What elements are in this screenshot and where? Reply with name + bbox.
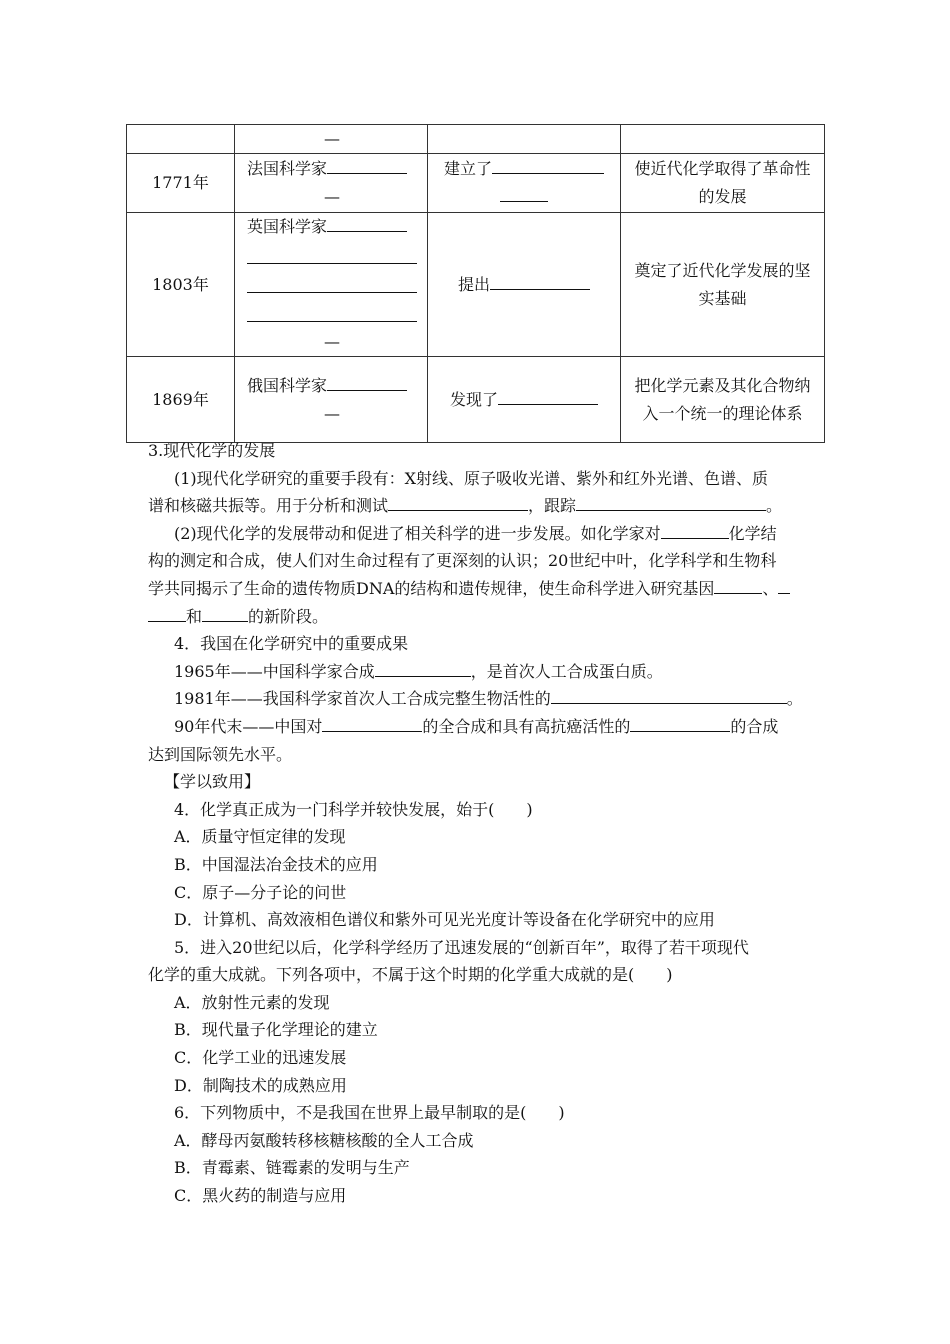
- table-row: [127, 213, 825, 357]
- year-cell: 1869年: [127, 357, 235, 443]
- year-cell: 1803年: [127, 213, 235, 357]
- blank-dash: —: [324, 187, 340, 206]
- blank-dash: —: [324, 403, 340, 423]
- table-row: [127, 154, 825, 213]
- scientist-label: 法国科学家: [247, 159, 328, 178]
- option: C．黑火药的制造与应用: [174, 1186, 347, 1206]
- table-row: [127, 357, 825, 443]
- answer-blank: [551, 687, 787, 704]
- scientist-label: 俄国科学家: [247, 375, 328, 395]
- option: B．中国湿法冶金技术的应用: [174, 854, 378, 874]
- answer-blank: [500, 185, 548, 202]
- option: B．现代量子化学理论的建立: [174, 1020, 378, 1040]
- paragraph: 1965年——中国科学家合成 ，是首次人工合成蛋白质。: [174, 661, 663, 681]
- achievement-cell: [428, 357, 621, 443]
- paragraph: 谱和核磁共振等。用于分析和测试 ，跟踪 。: [148, 496, 783, 516]
- answer-blank: [327, 215, 407, 232]
- answer-blank: [247, 241, 417, 264]
- answer-blank: [322, 715, 422, 732]
- option: A．酵母丙氨酸转移核糖核酸的全人工合成: [174, 1130, 474, 1150]
- answer-blank: [247, 299, 417, 322]
- achievement-label: 建立了: [443, 159, 492, 178]
- year-cell: 1771年: [127, 154, 235, 213]
- scientist-label: 英国科学家: [247, 217, 328, 236]
- option: D．制陶技术的成熟应用: [174, 1075, 347, 1095]
- achievement-cell: [428, 154, 621, 213]
- achievement-label: 发现了: [449, 389, 498, 409]
- scientist-cell: [235, 125, 428, 154]
- scientist-cell: [235, 213, 428, 357]
- main-text: [148, 437, 828, 1210]
- significance-cell: 使近代化学取得了革命性的发展: [621, 154, 825, 213]
- answer-blank: [327, 374, 407, 391]
- option: A．放射性元素的发现: [174, 992, 330, 1012]
- year-cell: [127, 125, 235, 154]
- option: A．质量守恒定律的发现: [174, 827, 346, 847]
- question-stem: 5．进入20世纪以后，化学科学经历了迅速发展的“创新百年”，取得了若干项现代: [174, 937, 749, 957]
- achievement-cell: [428, 213, 621, 357]
- answer-blank: [247, 270, 417, 293]
- achievement-cell: [428, 125, 621, 154]
- significance-cell: 奠定了近代化学发展的坚实基础: [621, 213, 825, 357]
- scientist-cell: [235, 154, 428, 213]
- answer-blank: [490, 273, 590, 290]
- option: B．青霉素、链霉素的发明与生产: [174, 1158, 410, 1178]
- answer-blank: [388, 494, 528, 511]
- history-table: [126, 124, 825, 443]
- answer-blank: [375, 660, 471, 677]
- answer-blank: [202, 605, 248, 622]
- option: C．原子—分子论的问世: [174, 882, 347, 902]
- significance-cell: 把化学元素及其化合物纳入一个统一的理论体系: [621, 357, 825, 443]
- answer-blank: [492, 157, 604, 174]
- paragraph: 1981年——我国科学家首次人工合成完整生物活性的 。: [174, 689, 803, 709]
- blank-dash: —: [324, 332, 340, 351]
- paragraph: 达到国际领先水平。: [148, 744, 293, 764]
- option: C．化学工业的迅速发展: [174, 1048, 347, 1068]
- option: D．计算机、高效液相色谱仪和紫外可见光光度计等设备在化学研究中的应用: [174, 910, 715, 930]
- answer-blank: [630, 715, 730, 732]
- answer-blank: [148, 605, 186, 622]
- achievement-label: 提出: [457, 274, 490, 294]
- question-stem: 化学的重大成就。下列各项中，不属于这个时期的化学重大成就的是( ): [148, 965, 673, 985]
- answer-blank: [327, 157, 407, 174]
- blank-dash: —: [324, 129, 340, 148]
- table-row: [127, 125, 825, 154]
- answer-blank: [778, 577, 790, 594]
- answer-blank: [576, 494, 766, 511]
- paragraph: 90年代末——中国对 的全合成和具有高抗癌活性的 的合成: [174, 716, 779, 736]
- question-stem: 6．下列物质中，不是我国在世界上最早制取的是( ): [174, 1103, 565, 1123]
- paragraph: 构的测定和合成，使人们对生命过程有了更深刻的认识；20世纪中叶，化学科学和生物科: [148, 551, 777, 571]
- question-stem: 4．化学真正成为一门科学并较快发展，始于( ): [174, 799, 533, 819]
- section-title: 3.现代化学的发展: [148, 441, 276, 460]
- answer-blank: [661, 522, 729, 539]
- paragraph: (2)现代化学的发展带动和促进了相关科学的进一步发展。如化学家对 化学结: [174, 523, 777, 543]
- section-heading: 【学以致用】: [164, 772, 261, 792]
- paragraph: 和 的新阶段。: [148, 603, 828, 631]
- significance-cell: [621, 125, 825, 154]
- answer-blank: [714, 577, 762, 594]
- answer-blank: [498, 388, 598, 405]
- paragraph: (1)现代化学研究的重要手段有：X射线、原子吸收光谱、紫外和红外光谱、色谱、质: [174, 468, 769, 488]
- scientist-cell: [235, 357, 428, 443]
- section-title: 4．我国在化学研究中的重要成果: [174, 634, 409, 654]
- paragraph: 学共同揭示了生命的遗传物质DNA的结构和遗传规律，使生命科学进入研究基因 、: [148, 575, 828, 603]
